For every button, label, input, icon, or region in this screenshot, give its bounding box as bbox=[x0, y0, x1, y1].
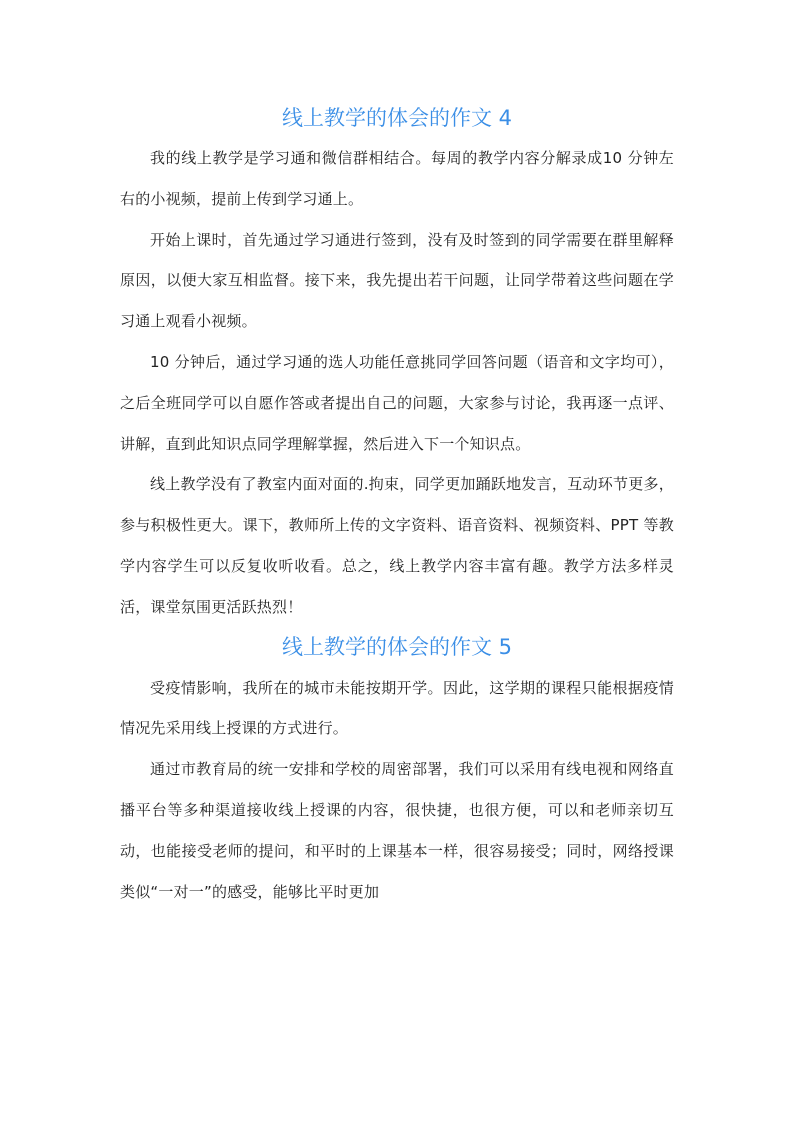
paragraph-5-1: 受疫情影响，我所在的城市未能按期开学。因此，这学期的课程只能根据疫情情况先采用线上授课的方式进行。 bbox=[120, 678, 674, 738]
section-title-4: 线上教学的体会的作文 4 bbox=[281, 106, 513, 130]
section-title-5: 线上教学的体会的作文 5 bbox=[281, 634, 513, 659]
paragraph-4-2: 开始上课时，首先通过学习通进行签到，没有及时签到的同学需要在群里解释原因，以便大家互相监督。接下来，我先提出若干问题，让同学带着这些问题在学习通上观看小视频。 bbox=[120, 230, 674, 331]
paragraph-4-4: 线上教学没有了教室内面对面的.拘束，同学更加踊跃地发言，互动环节更多，参与积极性更大。课下，教师所上传的文字资料、语音资料、视频资料、PPT 等教学内容学生可以反复收听收看。总之，线上教学内容丰富有趣。教学方法多样灵活，课堂氛围更活跃热烈！ bbox=[120, 475, 674, 616]
paragraph-4-1: 我的线上教学是学习通和微信群相结合。每周的教学内容分解录成10 分钟左右的小视频，提前上传到学习通上。 bbox=[120, 149, 674, 208]
document-page bbox=[120, 100, 674, 912]
paragraph-4-3: 10 分钟后，通过学习通的选人功能任意挑同学回答问题（语音和文字均可），之后全班同学可以自愿作答或者提出自己的问题，大家参与讨论，我再逐一点评、讲解，直到此知识点同学理解掌握，然后进入下一个知识点。 bbox=[120, 352, 674, 453]
paragraph-5-2: 通过市教育局的统一安排和学校的周密部署，我们可以采用有线电视和网络直播平台等多种渠道接收线上授课的内容，很快捷，也很方便，可以和老师亲切互动，也能接受老师的提问，和平时的上课基本一样，很容易接受；同时，网络授课类似“一对一”的感受，能够比平时更加 bbox=[120, 760, 674, 901]
